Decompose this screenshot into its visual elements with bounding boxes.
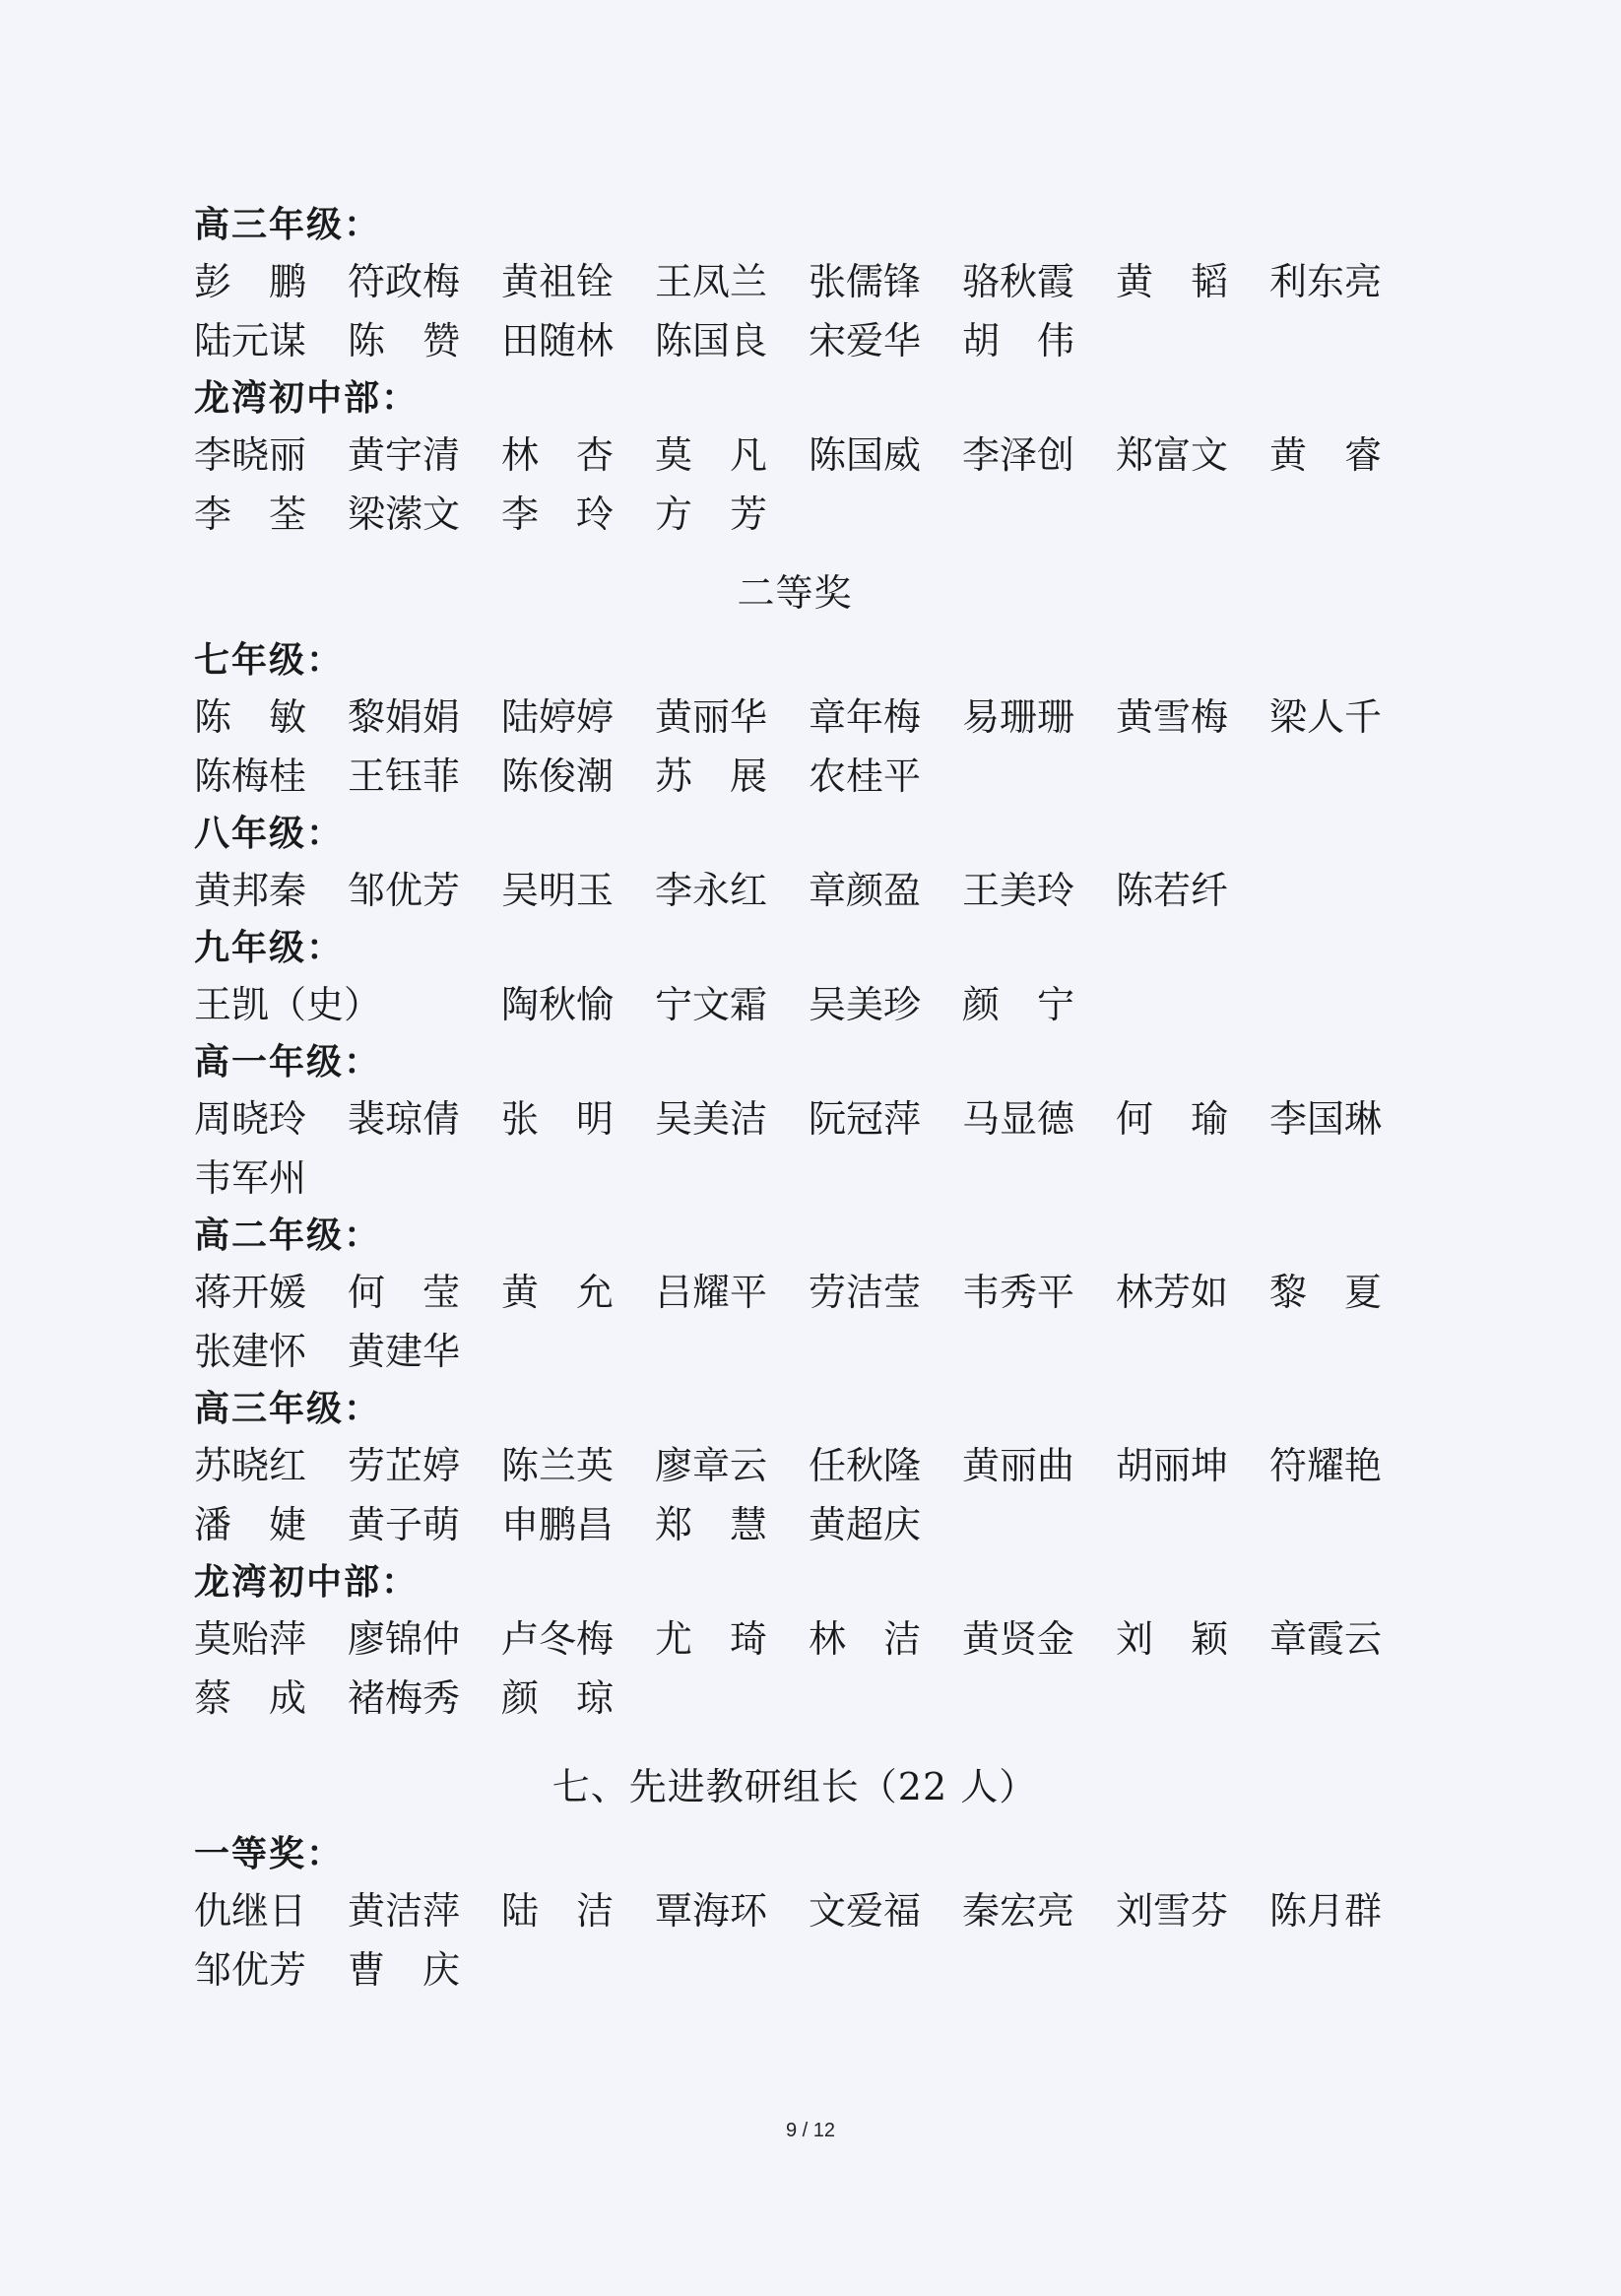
person-name-text: 阮冠萍 — [809, 1097, 922, 1141]
person-name — [348, 1495, 501, 1554]
person-name-text: 梁人千 — [1269, 695, 1383, 739]
person-name-text: 陆婷婷 — [501, 695, 615, 739]
name-row — [194, 1495, 1395, 1554]
person-name-text: 利东亮 — [1269, 260, 1383, 303]
person-name — [348, 311, 501, 370]
person-name-text: 章颜盈 — [809, 869, 922, 912]
person-name — [348, 252, 501, 311]
person-name — [809, 688, 962, 747]
person-name — [962, 426, 1116, 485]
person-name-text: 农桂平 — [809, 754, 922, 798]
person-name — [655, 1609, 809, 1669]
person-name-text: 李国琳 — [1269, 1097, 1383, 1141]
group-heading: 龙湾初中部： — [194, 377, 420, 419]
person-name — [194, 747, 348, 806]
person-name-text: 裴琼倩 — [348, 1097, 461, 1141]
person-name — [194, 1263, 348, 1322]
person-name-text: 韦秀平 — [962, 1271, 1075, 1314]
person-name — [194, 485, 348, 544]
name-row — [194, 1436, 1395, 1495]
person-name — [1116, 1881, 1269, 1940]
person-name-text: 陈 敏 — [194, 695, 307, 739]
person-name — [655, 861, 809, 920]
person-name — [962, 252, 1116, 311]
person-name-text: 符政梅 — [348, 260, 461, 303]
person-name-text: 陈俊潮 — [501, 754, 615, 798]
person-name-text: 黎 夏 — [1269, 1271, 1383, 1314]
person-name-text: 仇继日 — [194, 1889, 307, 1933]
person-name — [1116, 1609, 1269, 1669]
person-name-text: 黄祖铨 — [501, 260, 615, 303]
person-name — [194, 1881, 348, 1940]
name-row — [194, 1881, 1395, 1940]
person-name — [962, 1436, 1116, 1495]
person-name-text: 梁潆文 — [348, 492, 461, 536]
person-name — [194, 1089, 348, 1148]
person-name-text: 彭 鹏 — [194, 260, 307, 303]
person-name — [655, 426, 809, 485]
person-name — [194, 861, 348, 920]
person-name — [501, 861, 655, 920]
person-name — [655, 252, 809, 311]
person-name-text: 吴美珍 — [809, 983, 922, 1026]
person-name — [194, 1940, 348, 2000]
person-name — [655, 747, 809, 806]
person-name-text: 卢冬梅 — [501, 1617, 615, 1661]
person-name — [809, 1495, 962, 1554]
page-number: 9 / 12 — [785, 2120, 836, 2141]
person-name-text: 宁文霜 — [655, 983, 768, 1026]
group-heading: 七年级： — [194, 639, 345, 681]
person-name-text: 何 莹 — [348, 1271, 461, 1314]
person-name — [348, 1609, 501, 1669]
person-name — [962, 688, 1116, 747]
person-name-text: 莫贻萍 — [194, 1617, 307, 1661]
person-name — [1269, 1263, 1423, 1322]
person-name — [655, 1436, 809, 1495]
person-name — [194, 1495, 348, 1554]
person-name — [809, 1881, 962, 1940]
person-name — [501, 1263, 655, 1322]
person-name — [1269, 1881, 1423, 1940]
person-name — [348, 426, 501, 485]
person-name — [1116, 688, 1269, 747]
person-name — [501, 975, 655, 1034]
person-name — [501, 485, 655, 544]
person-name-text: 黄丽曲 — [962, 1444, 1075, 1487]
person-name — [348, 1881, 501, 1940]
person-name — [501, 747, 655, 806]
person-name — [809, 1609, 962, 1669]
person-name — [1116, 1263, 1269, 1322]
person-name — [348, 1263, 501, 1322]
person-name-text: 胡 伟 — [962, 319, 1075, 362]
person-name — [348, 747, 501, 806]
person-name — [962, 1089, 1116, 1148]
person-name-text: 陆元谋 — [194, 319, 307, 362]
group-heading: 八年级： — [194, 813, 345, 854]
person-name — [809, 1089, 962, 1148]
name-row — [194, 688, 1395, 747]
person-name — [501, 1495, 655, 1554]
person-name — [1116, 1089, 1269, 1148]
person-name-text: 李晓丽 — [194, 433, 307, 477]
person-name-text: 林芳如 — [1116, 1271, 1229, 1314]
person-name — [501, 1436, 655, 1495]
section-title: 七、先进教研组长（22 人） — [551, 1765, 1038, 1808]
document-body — [194, 197, 1395, 2000]
person-name-text: 章年梅 — [809, 695, 922, 739]
person-name-text: 郑富文 — [1116, 433, 1229, 477]
person-name-text: 陈若纤 — [1116, 869, 1229, 912]
person-name-text: 苏 展 — [655, 754, 768, 798]
person-name-text: 尤 琦 — [655, 1617, 768, 1661]
person-name — [1116, 426, 1269, 485]
person-name-text: 李 荃 — [194, 492, 307, 536]
person-name-text: 劳洁莹 — [809, 1271, 922, 1314]
person-name-text: 陈国良 — [655, 319, 768, 362]
name-row — [194, 861, 1395, 920]
person-name-text: 黄 允 — [501, 1271, 615, 1314]
person-name — [655, 688, 809, 747]
person-name-text: 颜 琼 — [501, 1676, 615, 1720]
person-name-text: 劳芷婷 — [348, 1444, 461, 1487]
person-name — [809, 1263, 962, 1322]
name-row — [194, 1669, 1395, 1728]
person-name-text: 黄宇清 — [348, 433, 461, 477]
person-name-text: 陈月群 — [1269, 1889, 1383, 1933]
person-name-text: 黄 韬 — [1116, 260, 1229, 303]
person-name-text: 任秋隆 — [809, 1444, 922, 1487]
person-name-text: 廖锦仲 — [348, 1617, 461, 1661]
person-name — [655, 1089, 809, 1148]
person-name — [194, 426, 348, 485]
name-row — [194, 252, 1395, 311]
person-name — [962, 1263, 1116, 1322]
person-name-text: 王钰菲 — [348, 754, 461, 798]
person-name-text: 田随林 — [501, 319, 615, 362]
person-name-text: 何 瑜 — [1116, 1097, 1229, 1141]
name-row — [194, 1148, 1395, 1208]
person-name — [348, 688, 501, 747]
person-name-text: 蔡 成 — [194, 1676, 307, 1720]
person-name-text: 黄 睿 — [1269, 433, 1383, 477]
person-name — [962, 975, 1116, 1034]
person-name-text: 张建怀 — [194, 1330, 307, 1373]
person-name-text: 廖章云 — [655, 1444, 768, 1487]
person-name-text: 莫 凡 — [655, 433, 768, 477]
person-name-text: 黄子萌 — [348, 1503, 461, 1546]
name-row — [194, 1089, 1395, 1148]
person-name-text: 黄邦秦 — [194, 869, 307, 912]
person-name-text: 周晓玲 — [194, 1097, 307, 1141]
person-name-text: 王美玲 — [962, 869, 1075, 912]
person-name-text: 宋爱华 — [809, 319, 922, 362]
person-name — [962, 1881, 1116, 1940]
person-name-text: 黄贤金 — [962, 1617, 1075, 1661]
person-name — [809, 1436, 962, 1495]
person-name — [1269, 1609, 1423, 1669]
person-name — [1269, 688, 1423, 747]
person-name-text: 章霞云 — [1269, 1617, 1383, 1661]
person-name-text: 黄洁萍 — [348, 1889, 461, 1933]
person-name-text: 陈兰英 — [501, 1444, 615, 1487]
person-name — [809, 975, 962, 1034]
person-name-text: 符耀艳 — [1269, 1444, 1383, 1487]
person-name — [348, 1322, 501, 1381]
group-heading: 高三年级： — [194, 204, 382, 245]
person-name-text: 吴美洁 — [655, 1097, 768, 1141]
person-name — [348, 1669, 501, 1728]
group-heading: 高二年级： — [194, 1214, 382, 1256]
person-name-text: 吴明玉 — [501, 869, 615, 912]
person-name — [501, 1669, 655, 1728]
person-name — [655, 485, 809, 544]
person-name — [1116, 861, 1269, 920]
group-heading: 龙湾初中部： — [194, 1561, 420, 1603]
person-name-text: 李 玲 — [501, 492, 615, 536]
person-name — [655, 975, 809, 1034]
person-name-text: 马显德 — [962, 1097, 1075, 1141]
name-row — [194, 1322, 1395, 1381]
person-name-text: 方 芳 — [655, 492, 768, 536]
person-name-text: 吕耀平 — [655, 1271, 768, 1314]
person-name — [194, 1669, 348, 1728]
person-name — [809, 861, 962, 920]
person-name — [194, 311, 348, 370]
person-name-text: 覃海环 — [655, 1889, 768, 1933]
person-name-text: 黄超庆 — [809, 1503, 922, 1546]
group-heading: 高一年级： — [194, 1041, 382, 1082]
group-heading: 九年级： — [194, 927, 345, 968]
person-name — [655, 1881, 809, 1940]
person-name — [809, 252, 962, 311]
person-name — [962, 311, 1116, 370]
person-name — [348, 1436, 501, 1495]
person-name-text: 黄雪梅 — [1116, 695, 1229, 739]
person-name — [655, 311, 809, 370]
person-name — [348, 861, 501, 920]
person-name — [194, 975, 501, 1034]
person-name — [501, 252, 655, 311]
person-name — [348, 1940, 501, 2000]
person-name-text: 邹优芳 — [348, 869, 461, 912]
person-name-text: 陈 赞 — [348, 319, 461, 362]
person-name-text: 李永红 — [655, 869, 768, 912]
person-name — [501, 426, 655, 485]
person-name-text: 潘 婕 — [194, 1503, 307, 1546]
person-name — [501, 1089, 655, 1148]
person-name-text: 邹优芳 — [194, 1948, 307, 1992]
person-name — [655, 1495, 809, 1554]
person-name-text: 褚梅秀 — [348, 1676, 461, 1720]
person-name-text: 颜 宁 — [962, 983, 1075, 1026]
person-name-text: 陈国威 — [809, 433, 922, 477]
person-name — [1269, 252, 1423, 311]
group-heading: 高三年级： — [194, 1388, 382, 1429]
name-row — [194, 426, 1395, 485]
person-name — [809, 426, 962, 485]
person-name-text: 秦宏亮 — [962, 1889, 1075, 1933]
person-name-text: 陆 洁 — [501, 1889, 615, 1933]
person-name — [1269, 1436, 1423, 1495]
person-name — [809, 747, 962, 806]
name-row — [194, 485, 1395, 544]
person-name — [194, 1322, 348, 1381]
person-name — [501, 688, 655, 747]
person-name-text: 韦军州 — [194, 1156, 307, 1200]
person-name-text: 黄丽华 — [655, 695, 768, 739]
person-name — [501, 1881, 655, 1940]
person-name-text: 文爱福 — [809, 1889, 922, 1933]
person-name-text: 胡丽坤 — [1116, 1444, 1229, 1487]
person-name-text: 张 明 — [501, 1097, 615, 1141]
person-name — [962, 861, 1116, 920]
person-name-text: 王凯（史） — [194, 983, 382, 1026]
person-name-text: 蒋开媛 — [194, 1271, 307, 1314]
person-name-text: 苏晓红 — [194, 1444, 307, 1487]
person-name-text: 林 杏 — [501, 433, 615, 477]
person-name-text: 张儒锋 — [809, 260, 922, 303]
name-row — [194, 747, 1395, 806]
person-name — [348, 1089, 501, 1148]
person-name — [1116, 252, 1269, 311]
person-name-text: 王凤兰 — [655, 260, 768, 303]
person-name-text: 刘雪芬 — [1116, 1889, 1229, 1933]
person-name-text: 郑 慧 — [655, 1503, 768, 1546]
person-name — [1269, 426, 1423, 485]
person-name-text: 申鹏昌 — [501, 1503, 615, 1546]
person-name — [1116, 1436, 1269, 1495]
person-name — [501, 311, 655, 370]
person-name — [501, 1609, 655, 1669]
person-name — [962, 1609, 1116, 1669]
person-name — [194, 1148, 348, 1208]
person-name-text: 黄建华 — [348, 1330, 461, 1373]
person-name-text: 李泽创 — [962, 433, 1075, 477]
person-name — [1269, 1089, 1423, 1148]
person-name-text: 骆秋霞 — [962, 260, 1075, 303]
person-name — [809, 311, 962, 370]
name-row — [194, 975, 1395, 1034]
person-name — [655, 1263, 809, 1322]
person-name — [194, 688, 348, 747]
person-name-text: 曹 庆 — [348, 1948, 461, 1992]
person-name-text: 黎娟娟 — [348, 695, 461, 739]
name-row — [194, 1263, 1395, 1322]
person-name — [194, 1436, 348, 1495]
name-row — [194, 1940, 1395, 2000]
person-name — [194, 1609, 348, 1669]
name-row — [194, 311, 1395, 370]
person-name-text: 易珊珊 — [962, 695, 1075, 739]
person-name-text: 陈梅桂 — [194, 754, 307, 798]
person-name — [348, 485, 501, 544]
award-level-heading: 二等奖 — [737, 571, 853, 615]
name-row — [194, 1609, 1395, 1669]
person-name — [194, 252, 348, 311]
person-name-text: 陶秋愉 — [501, 983, 615, 1026]
person-name-text: 刘 颖 — [1116, 1617, 1229, 1661]
group-heading: 一等奖： — [194, 1833, 345, 1874]
person-name-text: 林 洁 — [809, 1617, 922, 1661]
